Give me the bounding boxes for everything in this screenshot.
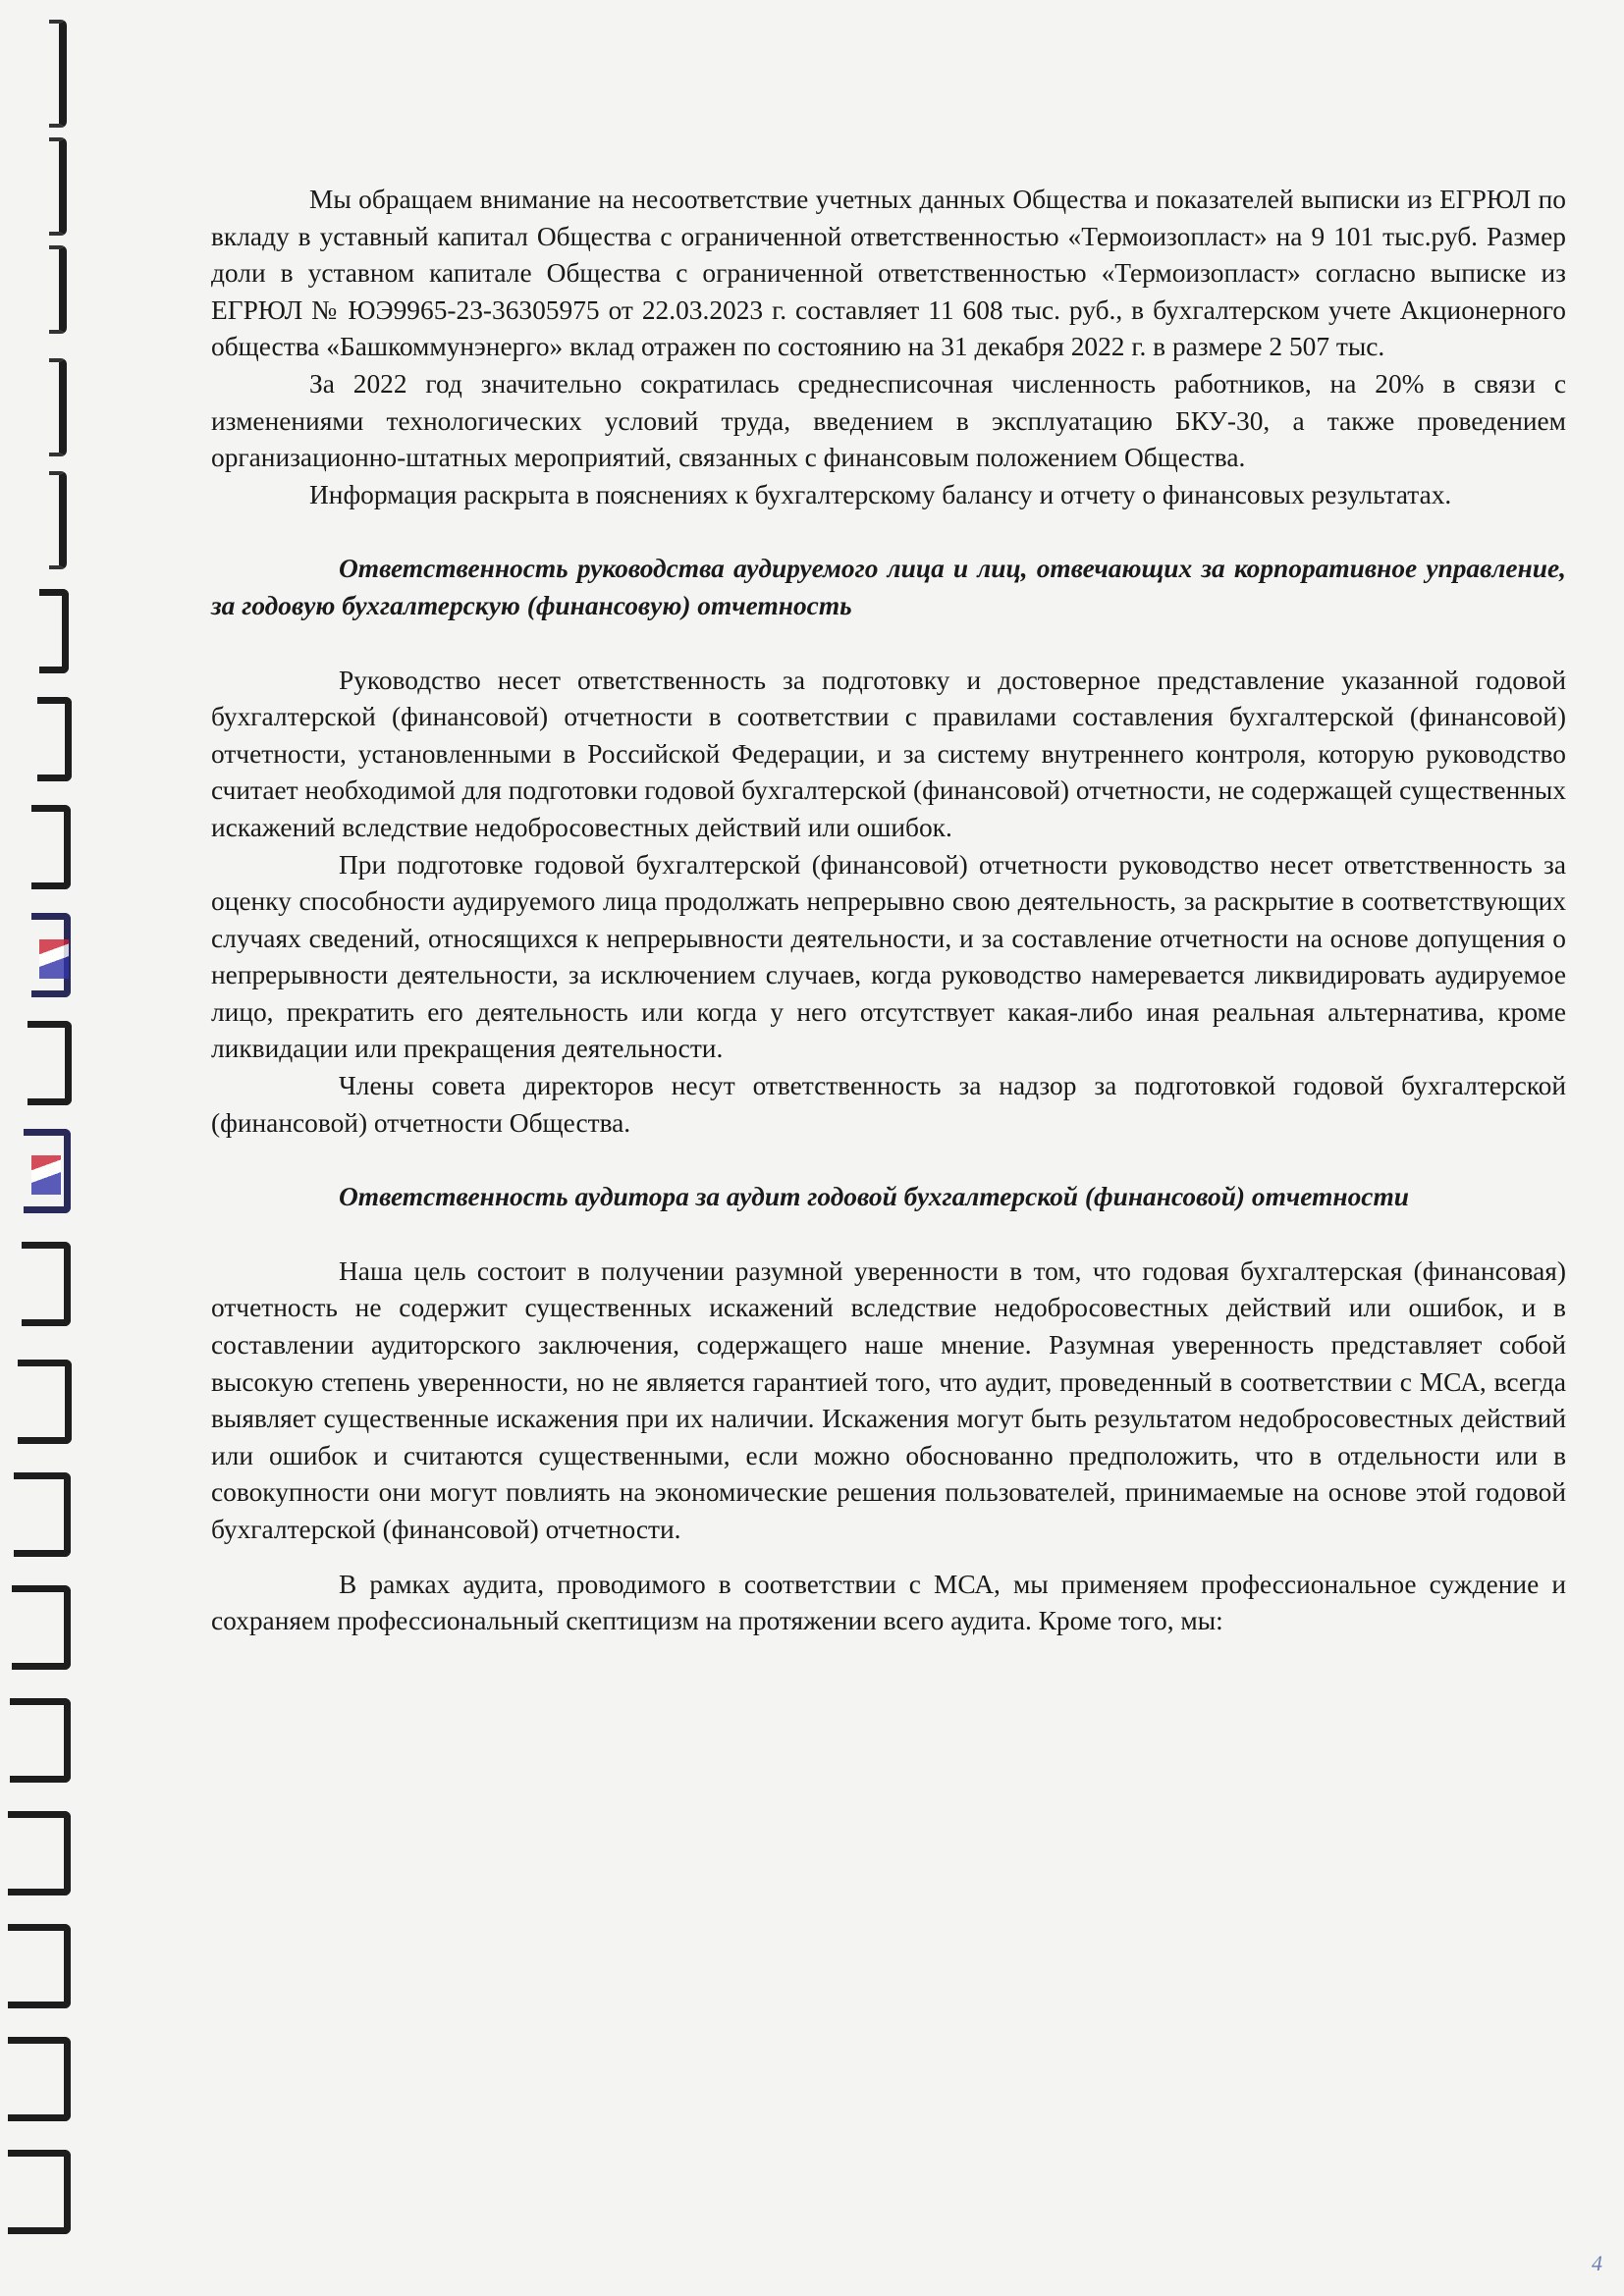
binding-ring: [27, 1021, 72, 1105]
document-body: [211, 182, 1566, 1640]
binding-ring: [49, 20, 67, 128]
binding-ring: [31, 805, 71, 889]
binding-ring: [31, 913, 71, 997]
spiral-binding: [0, 0, 118, 2296]
binding-ring: [22, 1242, 71, 1326]
binding-ring: [8, 2037, 71, 2121]
binding-ring: [8, 2150, 71, 2234]
binding-ring: [8, 1811, 71, 1896]
paragraph: Мы обращаем внимание на несоответствие учетных данных Общества и показателей выписки из ЕГРЮЛ по вкладу в уставный капитал Общества с ограниченной ответственностью «Термоизопласт» на 9 101 тыс.руб. Размер доли в уставном капитале Общества с ограниченной ответственностью «Термоизопласт» согласно выписке из ЕГРЮЛ № ЮЭ9965-23-36305975 от 22.03.2023 г. составляет 11 608 тыс. руб., в бухгалтерском учете Акционерного общества «Башкоммунэнерго» вклад отражен по состоянию на 31 декабря 2022 г. в размере 2 507 тыс.: [211, 185, 1566, 362]
binding-ring: [39, 589, 69, 673]
binding-ring: [14, 1472, 71, 1557]
binding-ring: [18, 1360, 72, 1444]
binding-ring: [49, 358, 67, 456]
binding-ring: [49, 137, 67, 236]
page-number: 4: [1592, 2251, 1602, 2275]
section-heading-auditor: Ответственность аудитора за аудит годовой бухгалтерской (финансовой) отчетности: [339, 1182, 1409, 1212]
paragraph: Члены совета директоров несут ответственность за надзор за подготовкой годовой бухгалтерской (финансовой) отчетности Общества.: [211, 1071, 1566, 1138]
binding-ring: [12, 1585, 71, 1670]
binding-ring: [10, 1698, 71, 1783]
paragraph: Наша цель состоит в получении разумной уверенности в том, что годовая бухгалтерская (финансовая) отчетность не содержит существенных искажений вследствие недобросовестных действий или ошибок, и в составлении аудиторского заключения, содержащего наше мнение. Разумная уверенность представляет собой высокую степень уверенности, но не является гарантией того, что аудит, проведенный в соответствии с МСА, всегда выявляет существенные искажения при их наличии. Искажения могут быть результатом недобросовестных действий или ошибок и считаются существенными, если можно обоснованно предположить, что в отдельности или в совокупности они могут повлиять на экономические решения пользователей, принимаемые на основе этой годовой бухгалтерской (финансовой) отчетности.: [211, 1255, 1566, 1544]
binding-ring: [49, 471, 67, 569]
paragraph: В рамках аудита, проводимого в соответствии с МСА, мы применяем профессиональное суждение и сохраняем профессиональный скептицизм на протяжении всего аудита. Кроме того, мы:: [211, 1569, 1566, 1636]
binding-ring: [24, 1129, 71, 1213]
binding-ring: [8, 1924, 71, 2008]
paragraph: Информация раскрыта в пояснениях к бухгалтерскому балансу и отчету о финансовых результатах.: [309, 479, 1452, 509]
paragraph: При подготовке годовой бухгалтерской (финансовой) отчетности руководство несет ответственность за оценку способности аудируемого лица продолжать непрерывно свою деятельность, за раскрытие в соответствующих случаях сведений, относящихся к непрерывности деятельности, и за составление отчетности на основе допущения о непрерывности деятельности, за исключением случаев, когда руководство намеревается ликвидировать аудируемое лицо, прекратить его деятельность или когда у него отсутствует какая-либо иная реальная альтернатива, кроме ликвидации или прекращения деятельности.: [211, 849, 1566, 1064]
section-heading-management: Ответственность руководства аудируемого лица и лиц, отвечающих за корпоративное управление, за годовую бухгалтерскую (финансовую) отчетность: [211, 554, 1566, 620]
paragraph: За 2022 год значительно сократилась среднесписочная численность работников, на 20% в связи с изменениями технологических условий труда, введением в эксплуатацию БКУ-30, а также проведением организационно-штатных мероприятий, связанных с финансовым положением Общества.: [211, 368, 1566, 473]
binding-ring: [49, 245, 67, 334]
binding-ring: [37, 697, 72, 781]
paragraph: Руководство несет ответственность за подготовку и достоверное представление указанной годовой бухгалтерской (финансовой) отчетности в соответствии с правилами составления бухгалтерской (финансовой) отчетности, установленными в Российской Федерации, и за систему внутреннего контроля, которую руководство считает необходимой для подготовки годовой бухгалтерской (финансовой) отчетности, не содержащей существенных искажений вследствие недобросовестных действий или ошибок.: [211, 665, 1566, 842]
